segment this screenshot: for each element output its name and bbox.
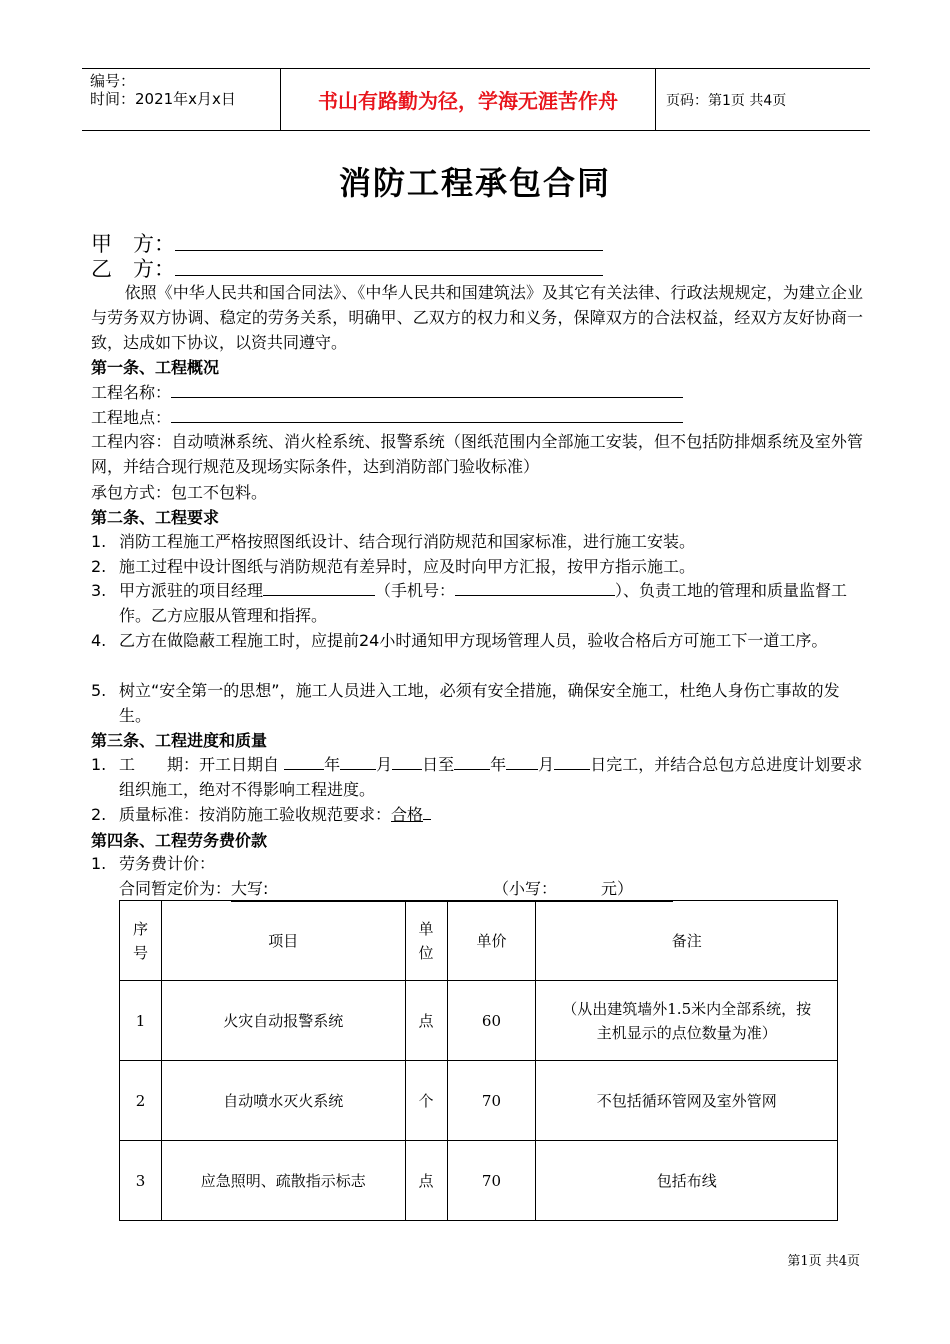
intro-paragraph: 依照《中华人民共和国合同法》、《中华人民共和国建筑法》及其它有关法律、行政法规规定，为建立企业与劳务双方协调、稳定的劳务关系，明确甲、乙双方的权力和义务，保障双方的合法权益，经双方友好协商一致，达成如下协议，以资共同遵守。	[91, 283, 863, 352]
yuan-label: 元）	[601, 879, 634, 898]
row-item: 火灾自动报警系统	[161, 981, 405, 1061]
table-row	[120, 981, 838, 1061]
code-label: 编号：	[90, 72, 136, 90]
start-day-label: 日至	[422, 755, 455, 774]
price-label: 合同暂定价为：	[119, 879, 232, 898]
price-line	[91, 876, 863, 902]
row-no: 2	[120, 1061, 162, 1141]
req-item-2-text: 施工过程中设计图纸与消防规范有差异时，应及时向甲方汇报，按甲方指示施工。	[119, 557, 696, 576]
req-item-5-num: 5.	[91, 681, 107, 700]
header-left	[82, 69, 280, 130]
req-item-3-num: 3.	[91, 581, 107, 600]
start-year-label: 年	[324, 755, 341, 774]
req-item-5	[91, 678, 863, 728]
header-item: 项目	[161, 901, 405, 981]
phone-blank	[455, 595, 615, 596]
req-item-2	[91, 554, 863, 579]
xiaoxie-field	[493, 876, 673, 902]
project-name-line	[91, 380, 683, 403]
row-note: 包括布线	[536, 1141, 838, 1221]
start-month-blank	[340, 769, 376, 770]
project-location-label: 工程地点：	[91, 408, 172, 427]
page-title: 消防工程承包合同	[338, 164, 611, 202]
progress-item-2-num: 2.	[91, 805, 107, 824]
end-year-blank	[454, 769, 490, 770]
row-price: 70	[447, 1061, 536, 1141]
end-year-label: 年	[490, 755, 507, 774]
header-motto: 书山有路勤为径，学海无涯苦作舟	[280, 69, 656, 130]
start-month-label: 月	[376, 755, 393, 774]
req-item-3-part1: 甲方派驻的项目经理	[119, 581, 264, 600]
req-item-1	[91, 529, 863, 554]
table-row	[120, 1141, 838, 1221]
daxie-label: 大写:	[231, 879, 269, 898]
row-unit: 点	[405, 1141, 447, 1221]
section3-heading: 第三条、工程进度和质量	[91, 731, 268, 750]
section1-heading: 第一条、工程概况	[91, 358, 220, 377]
party-b-blank	[175, 275, 603, 276]
quality-label: 质量标准：按消防施工验收规范要求：	[119, 805, 392, 824]
section4-heading: 第四条、工程劳务费价款	[91, 831, 268, 850]
header-price: 单价	[447, 901, 536, 981]
row-note: （从出建筑墙外1.5米内全部系统，按主机显示的点位数量为准）	[536, 981, 838, 1061]
manager-blank	[263, 595, 375, 596]
req-item-4	[91, 628, 863, 653]
req-item-1-text: 消防工程施工严格按照图纸设计、结合现行消防规范和国家标准，进行施工安装。	[119, 532, 696, 551]
section2-heading: 第二条、工程要求	[91, 508, 220, 527]
row-item: 自动喷水灭火系统	[161, 1061, 405, 1141]
daxie-field	[231, 876, 493, 902]
req-item-3-part3: ）、负责工地的管理和质量监督工作。乙方应服从管理和指挥。	[119, 581, 848, 625]
time-label: 时间：2021年x月x日	[90, 90, 236, 108]
party-b	[91, 253, 603, 283]
row-price: 70	[447, 1141, 536, 1221]
req-item-5-text: 树立“安全第一的思想”，施工人员进入工地，必须有安全措施，确保安全施工，杜绝人身伤亡事故的发生。	[119, 681, 840, 725]
req-item-4-text: 乙方在做隐蔽工程施工时，应提前24小时通知甲方现场管理人员，验收合格后方可施工下一道工序。	[119, 631, 828, 650]
end-day-blank	[554, 769, 590, 770]
start-year-blank	[284, 769, 324, 770]
project-name-label: 工程名称：	[91, 383, 172, 402]
table-row	[120, 1061, 838, 1141]
xiaoxie-label: （小写：	[493, 879, 558, 898]
progress-item-1-num: 1.	[91, 755, 107, 774]
fee-item-1-text: 劳务费计价：	[119, 854, 216, 873]
party-a-label: 甲 方：	[91, 232, 175, 256]
req-item-3-part2: （手机号：	[375, 581, 456, 600]
row-note: 不包括循环管网及室外管网	[536, 1061, 838, 1141]
row-unit: 点	[405, 981, 447, 1061]
header-page-info: 页码：第1页 共4页	[666, 92, 787, 109]
fee-table	[119, 900, 838, 1221]
progress-item-2	[91, 802, 863, 827]
progress-item-1	[91, 752, 863, 802]
project-name-blank	[171, 383, 683, 398]
quality-blank	[423, 819, 431, 820]
header-no: 序号	[120, 901, 162, 981]
row-price: 60	[447, 981, 536, 1061]
start-date-label: 工 期：开工日期自	[119, 755, 280, 774]
header-unit: 单位	[405, 901, 447, 981]
project-location-line	[91, 405, 683, 428]
project-content: 工程内容：自动喷淋系统、消火栓系统、报警系统（图纸范围内全部施工安装，但不包括防排烟系统及室外管网，并结合现行规范及现场实际条件，达到消防部门验收标准）	[91, 432, 863, 476]
req-item-1-num: 1.	[91, 532, 107, 551]
fee-item-1	[91, 851, 863, 876]
party-a-blank	[175, 250, 603, 251]
party-b-label: 乙 方：	[91, 257, 175, 281]
row-no: 3	[120, 1141, 162, 1221]
fee-item-1-num: 1.	[91, 854, 107, 873]
page-footer: 第1页 共4页	[787, 1254, 860, 1269]
row-unit: 个	[405, 1061, 447, 1141]
req-item-2-num: 2.	[91, 557, 107, 576]
start-day-blank	[392, 769, 422, 770]
end-month-label: 月	[538, 755, 555, 774]
end-day-text: 日完工，并结合总包方总进度计划要求组织施工，绝对不得影响工程进度。	[119, 755, 863, 799]
row-no: 1	[120, 981, 162, 1061]
table-header-row	[120, 901, 838, 981]
req-item-3	[91, 578, 863, 628]
end-month-blank	[506, 769, 538, 770]
contract-mode: 承包方式：包工不包料。	[91, 483, 268, 502]
row-item: 应急照明、疏散指示标志	[161, 1141, 405, 1221]
header-table	[82, 68, 870, 131]
req-item-4-num: 4.	[91, 631, 107, 650]
project-location-blank	[171, 408, 683, 423]
header-note: 备注	[536, 901, 838, 981]
quality-value: 合格	[391, 805, 424, 824]
